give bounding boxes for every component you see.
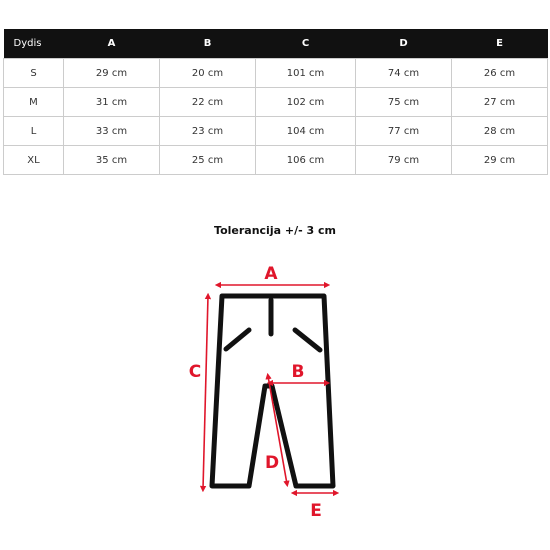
table-cell: 79 cm: [356, 146, 452, 175]
header-c: C: [256, 29, 356, 59]
label-d: D: [264, 453, 280, 473]
table-cell: 101 cm: [256, 59, 356, 88]
table-cell: L: [4, 117, 64, 146]
tolerance-note: Tolerancija +/- 3 cm: [214, 224, 336, 237]
table-cell: 35 cm: [64, 146, 160, 175]
table-cell: 29 cm: [64, 59, 160, 88]
left-pocket: [226, 330, 249, 349]
header-a: A: [64, 29, 160, 59]
label-a: A: [264, 264, 278, 284]
table-cell: 29 cm: [452, 146, 548, 175]
table-row: [4, 117, 548, 146]
size-table: [3, 29, 548, 175]
table-cell: 31 cm: [64, 88, 160, 117]
table-header-row: [4, 29, 548, 59]
table-cell: 77 cm: [356, 117, 452, 146]
table-cell: 104 cm: [256, 117, 356, 146]
table-cell: 25 cm: [160, 146, 256, 175]
table-cell: 75 cm: [356, 88, 452, 117]
label-e: E: [310, 501, 322, 521]
table-cell: 28 cm: [452, 117, 548, 146]
table-cell: S: [4, 59, 64, 88]
header-e: E: [452, 29, 548, 59]
table-cell: 74 cm: [356, 59, 452, 88]
table-cell: 106 cm: [256, 146, 356, 175]
header-b: B: [160, 29, 256, 59]
table-cell: 102 cm: [256, 88, 356, 117]
table-cell: 22 cm: [160, 88, 256, 117]
right-pocket: [295, 330, 320, 350]
table-row: [4, 88, 548, 117]
label-c: C: [188, 362, 202, 382]
table-cell: 33 cm: [64, 117, 160, 146]
header-size: Dydis: [4, 29, 64, 59]
table-cell: M: [4, 88, 64, 117]
measure-line-c: [203, 296, 208, 489]
table-row: [4, 146, 548, 175]
pants-measurement-diagram: [180, 255, 370, 525]
label-b: B: [291, 362, 305, 382]
table-cell: 26 cm: [452, 59, 548, 88]
measurement-labels: [189, 264, 322, 521]
table-cell: XL: [4, 146, 64, 175]
header-d: D: [356, 29, 452, 59]
table-cell: 20 cm: [160, 59, 256, 88]
table-cell: 27 cm: [452, 88, 548, 117]
table-row: [4, 59, 548, 88]
table-cell: 23 cm: [160, 117, 256, 146]
